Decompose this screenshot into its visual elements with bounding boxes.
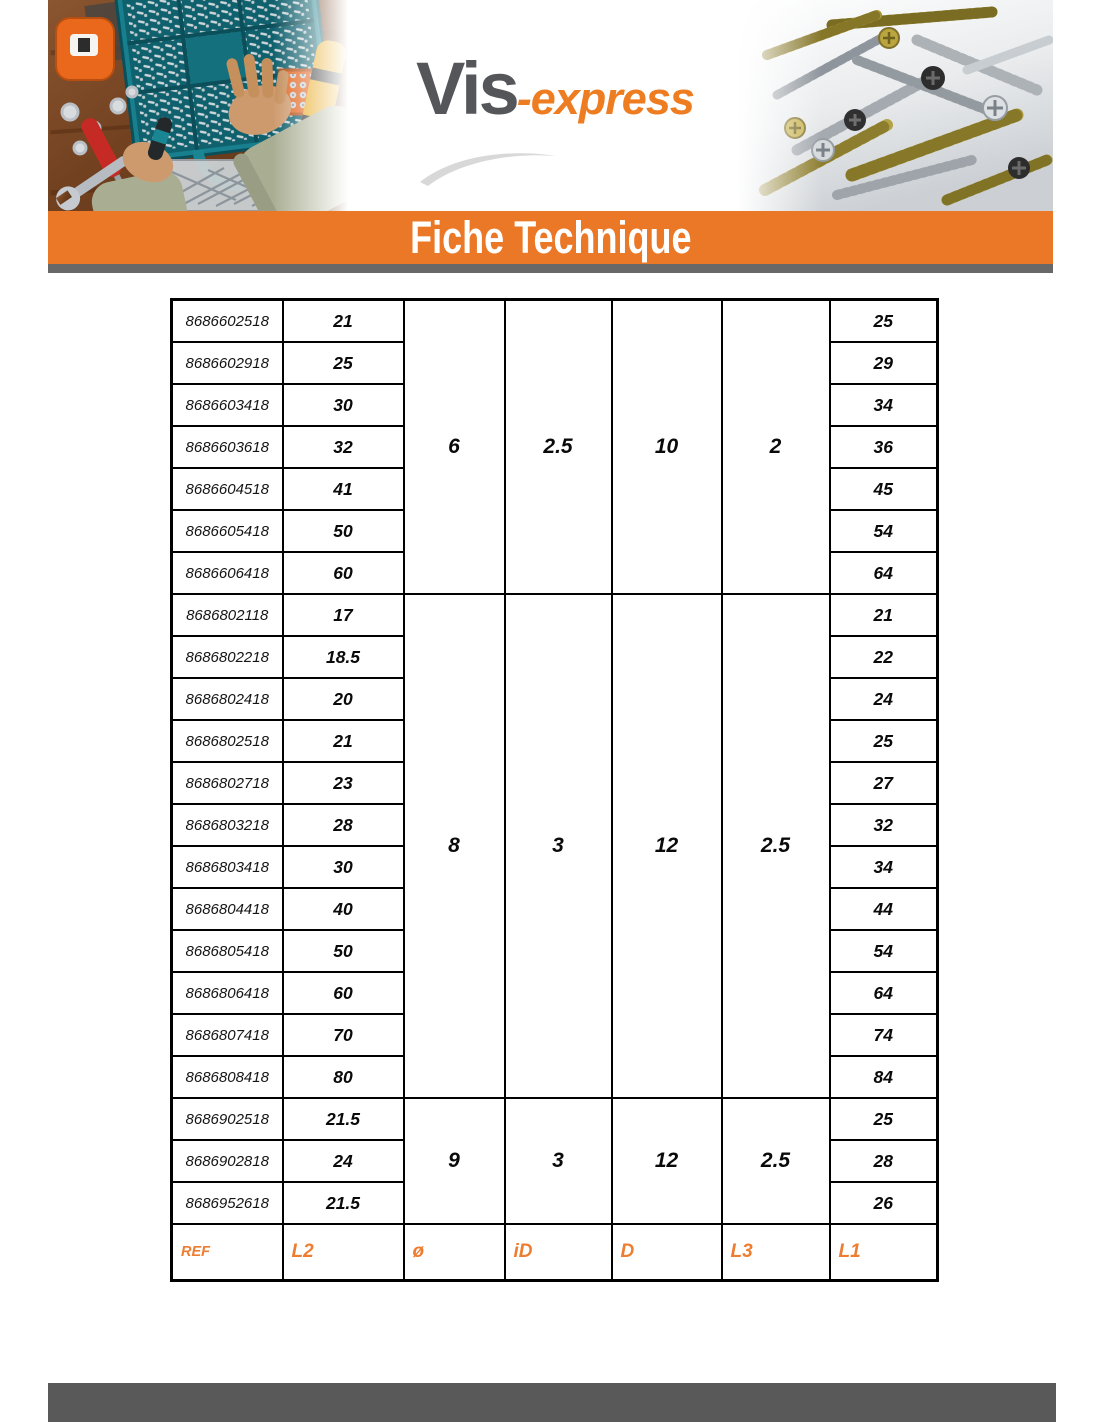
ref-cell: 8686804418 xyxy=(172,888,283,930)
l2-cell: 21 xyxy=(283,300,404,343)
l2-cell: 24 xyxy=(283,1140,404,1182)
l2-cell: 50 xyxy=(283,510,404,552)
l1-cell: 44 xyxy=(830,888,938,930)
l2-cell: 18.5 xyxy=(283,636,404,678)
ref-cell: 8686802718 xyxy=(172,762,283,804)
header-ref: REF xyxy=(172,1224,283,1281)
l1-cell: 22 xyxy=(830,636,938,678)
l1-cell: 25 xyxy=(830,1098,938,1140)
vis-express-logo xyxy=(398,46,718,186)
l1-cell: 32 xyxy=(830,804,938,846)
l1-cell: 27 xyxy=(830,762,938,804)
ref-cell: 8686606418 xyxy=(172,552,283,594)
l1-cell: 25 xyxy=(830,720,938,762)
ref-cell: 8686803218 xyxy=(172,804,283,846)
banner-underline-bar xyxy=(48,264,1053,273)
diameter-cell: 8 xyxy=(404,594,505,1098)
header-diameter: ø xyxy=(404,1224,505,1281)
l2-cell: 25 xyxy=(283,342,404,384)
spec-table xyxy=(170,298,939,1282)
ref-cell: 8686605418 xyxy=(172,510,283,552)
right-header-photo xyxy=(737,0,1053,211)
ref-cell: 8686603618 xyxy=(172,426,283,468)
l2-cell: 30 xyxy=(283,384,404,426)
l1-cell: 45 xyxy=(830,468,938,510)
d-cell: 12 xyxy=(612,1098,722,1224)
l2-cell: 17 xyxy=(283,594,404,636)
l1-cell: 64 xyxy=(830,552,938,594)
l2-cell: 60 xyxy=(283,972,404,1014)
l2-cell: 50 xyxy=(283,930,404,972)
ref-cell: 8686802418 xyxy=(172,678,283,720)
header-l3: L3 xyxy=(722,1224,830,1281)
l1-cell: 74 xyxy=(830,1014,938,1056)
ref-cell: 8686902818 xyxy=(172,1140,283,1182)
l2-cell: 21.5 xyxy=(283,1098,404,1140)
header-d: D xyxy=(612,1224,722,1281)
l2-cell: 23 xyxy=(283,762,404,804)
ref-cell: 8686807418 xyxy=(172,1014,283,1056)
l1-cell: 54 xyxy=(830,930,938,972)
l2-cell: 32 xyxy=(283,426,404,468)
d-cell: 12 xyxy=(612,594,722,1098)
l2-cell: 21.5 xyxy=(283,1182,404,1224)
screws-photo-illustration xyxy=(737,0,1053,211)
ref-cell: 8686802518 xyxy=(172,720,283,762)
l2-cell: 41 xyxy=(283,468,404,510)
l3-cell: 2.5 xyxy=(722,1098,830,1224)
l2-cell: 28 xyxy=(283,804,404,846)
l1-cell: 26 xyxy=(830,1182,938,1224)
page-title: Fiche Technique xyxy=(409,212,692,263)
l2-cell: 20 xyxy=(283,678,404,720)
id-cell: 3 xyxy=(505,1098,612,1224)
l1-cell: 36 xyxy=(830,426,938,468)
l1-cell: 29 xyxy=(830,342,938,384)
header-l1: L1 xyxy=(830,1224,938,1281)
table-row xyxy=(172,1098,938,1140)
header-id: iD xyxy=(505,1224,612,1281)
footer-bar xyxy=(48,1383,1056,1422)
ref-cell: 8686952618 xyxy=(172,1182,283,1224)
l2-cell: 70 xyxy=(283,1014,404,1056)
l1-cell: 24 xyxy=(830,678,938,720)
ref-cell: 8686902518 xyxy=(172,1098,283,1140)
ref-cell: 8686602518 xyxy=(172,300,283,343)
ref-cell: 8686806418 xyxy=(172,972,283,1014)
workbench-photo-illustration xyxy=(48,0,348,211)
title-banner xyxy=(48,211,1053,264)
l1-cell: 25 xyxy=(830,300,938,343)
l2-cell: 80 xyxy=(283,1056,404,1098)
logo-swoosh xyxy=(398,130,598,186)
l2-cell: 60 xyxy=(283,552,404,594)
diameter-cell: 6 xyxy=(404,300,505,595)
l3-cell: 2 xyxy=(722,300,830,595)
id-cell: 3 xyxy=(505,594,612,1098)
l1-cell: 84 xyxy=(830,1056,938,1098)
l1-cell: 28 xyxy=(830,1140,938,1182)
l1-cell: 64 xyxy=(830,972,938,1014)
table-row xyxy=(172,300,938,343)
diameter-cell: 9 xyxy=(404,1098,505,1224)
column-header-row xyxy=(172,1224,938,1281)
ref-cell: 8686604518 xyxy=(172,468,283,510)
ref-cell: 8686805418 xyxy=(172,930,283,972)
l2-cell: 40 xyxy=(283,888,404,930)
d-cell: 10 xyxy=(612,300,722,595)
ref-cell: 8686803418 xyxy=(172,846,283,888)
l2-cell: 30 xyxy=(283,846,404,888)
l1-cell: 34 xyxy=(830,384,938,426)
ref-cell: 8686802218 xyxy=(172,636,283,678)
logo-brand-gray: Vis xyxy=(416,47,517,130)
header-l2: L2 xyxy=(283,1224,404,1281)
ref-cell: 8686603418 xyxy=(172,384,283,426)
l1-cell: 54 xyxy=(830,510,938,552)
l2-cell: 21 xyxy=(283,720,404,762)
table-row xyxy=(172,594,938,636)
ref-cell: 8686802118 xyxy=(172,594,283,636)
left-header-photo xyxy=(48,0,348,211)
l1-cell: 34 xyxy=(830,846,938,888)
l1-cell: 21 xyxy=(830,594,938,636)
ref-cell: 8686808418 xyxy=(172,1056,283,1098)
ref-cell: 8686602918 xyxy=(172,342,283,384)
logo-brand-orange: -express xyxy=(516,73,694,124)
id-cell: 2.5 xyxy=(505,300,612,595)
l3-cell: 2.5 xyxy=(722,594,830,1098)
